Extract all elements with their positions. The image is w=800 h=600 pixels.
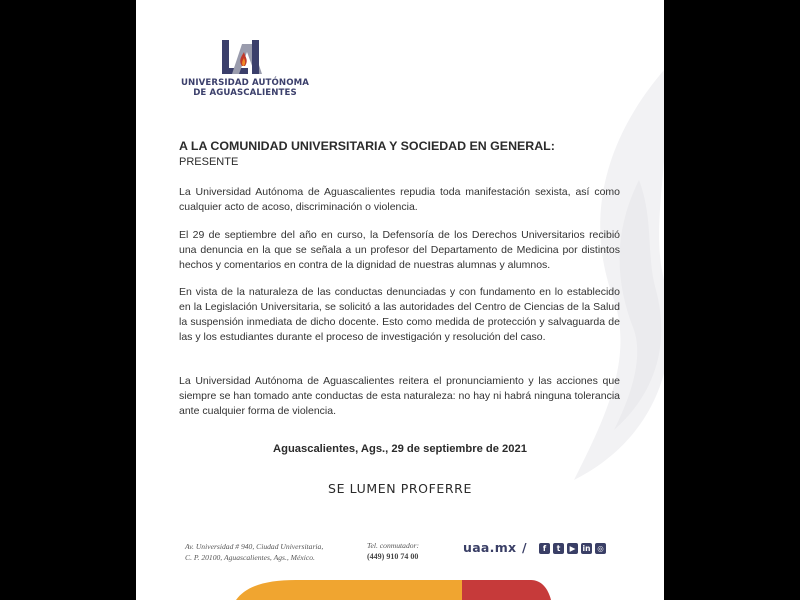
letter-heading: A LA COMUNIDAD UNIVERSITARIA Y SOCIEDAD EN GENERAL:	[179, 139, 555, 153]
university-motto: SE LUMEN PROFERRE	[328, 481, 472, 496]
letter-page	[136, 0, 664, 600]
youtube-icon[interactable]: ▶	[567, 543, 578, 554]
logo-text-line2: DE AGUASCALIENTES	[193, 88, 297, 98]
facebook-icon[interactable]: f	[539, 543, 550, 554]
university-logo	[180, 38, 310, 100]
bottom-color-band	[136, 578, 664, 600]
social-icons	[539, 543, 606, 554]
paragraph-4: La Universidad Autónoma de Aguascalientes reitera el pronunciamiento y las acciones que siempre se han tomado ante conductas de esta naturaleza: no hay ni habrá ninguna tolerancia ante cualquier forma de violencia.	[179, 375, 620, 418]
uaa-logo-icon	[218, 38, 266, 78]
paragraph-2: El 29 de septiembre del año en curso, la Defensoría de los Derechos Universitarios recibió una denuncia en la que se señala a un profesor del Departamento de Medicina por distintos hechos y comentarios en contra de la dignidad de nuestras alumnas y alumnos.	[179, 229, 620, 272]
footer-separator: /	[522, 540, 527, 555]
linkedin-icon[interactable]: in	[582, 544, 591, 553]
paragraph-1: La Universidad Autónoma de Aguascalientes repudia toda manifestación sexista, así como cualquier acto de acoso, discriminación o violencia.	[179, 186, 620, 214]
letter-salutation: PRESENTE	[179, 156, 239, 168]
twitter-icon[interactable]: t	[553, 543, 564, 554]
footer-address	[185, 541, 365, 563]
phone-number: (449) 910 74 00	[367, 552, 419, 561]
phone-label: Tel. conmutador:	[367, 541, 420, 550]
address-line-2: C. P. 20100, Aguascalientes, Ags., México.	[185, 553, 315, 562]
instagram-icon[interactable]: ◎	[595, 543, 606, 554]
address-line-1: Av. Universidad # 940, Ciudad Universitaria,	[185, 542, 324, 551]
logo-text-line1: UNIVERSIDAD AUTÓNOMA	[180, 78, 310, 88]
paragraph-3: En vista de la naturaleza de las conductas denunciadas y con fundamento en lo establecido en la Legislación Universitaria, se solicitó a las autoridades del Centro de Ciencias de la Salud la suspensión inmediata de dicho docente. Esto como medida de protección y salvaguarda de las y los estudiantes durante el proceso de investigación y resolución del caso.	[179, 286, 620, 344]
letter-date: Aguascalientes, Ags., 29 de septiembre de 2021	[273, 443, 527, 455]
website-link[interactable]: uaa.mx	[463, 540, 517, 555]
